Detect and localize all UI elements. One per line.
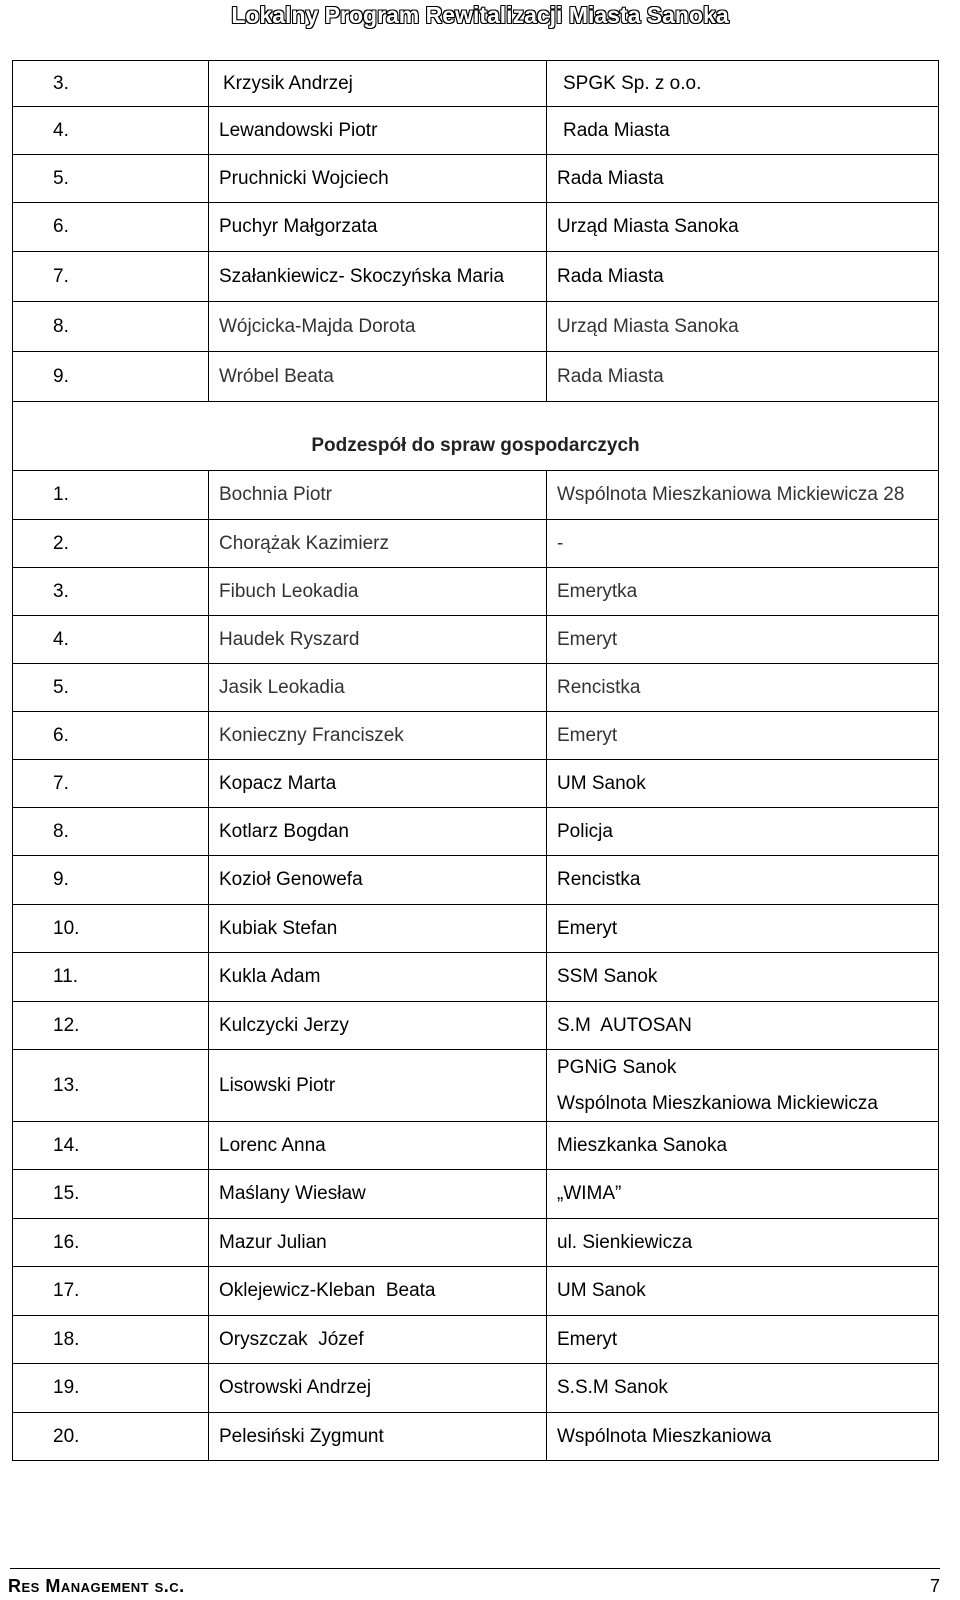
member-name: Mazur Julian xyxy=(209,1219,547,1267)
member-name: Lorenc Anna xyxy=(209,1122,547,1170)
table-row xyxy=(13,760,939,808)
member-organization xyxy=(547,1050,939,1122)
members-table xyxy=(12,60,939,1461)
member-name: Pruchnicki Wojciech xyxy=(209,155,547,203)
table-row xyxy=(13,107,939,155)
member-name: Kopacz Marta xyxy=(209,760,547,808)
member-name: Maślany Wiesław xyxy=(209,1170,547,1219)
member-organization: Rada Miasta xyxy=(547,252,939,302)
member-name: Kukla Adam xyxy=(209,953,547,1002)
table-row xyxy=(13,1122,939,1170)
member-organization: „WIMA” xyxy=(547,1170,939,1219)
row-number: 15. xyxy=(13,1170,209,1219)
table-row xyxy=(13,1364,939,1413)
member-name: Chorążak Kazimierz xyxy=(209,520,547,568)
row-number: 11. xyxy=(13,953,209,1002)
row-number: 3. xyxy=(13,568,209,616)
organization-line: Wspólnota Mieszkaniowa Mickiewicza xyxy=(557,1092,878,1114)
member-organization: SSM Sanok xyxy=(547,953,939,1002)
row-number: 6. xyxy=(13,203,209,252)
member-organization: ul. Sienkiewicza xyxy=(547,1219,939,1267)
row-number: 13. xyxy=(13,1050,209,1122)
member-organization: Rencistka xyxy=(547,856,939,905)
member-organization: Emeryt xyxy=(547,1316,939,1364)
table-row xyxy=(13,1267,939,1316)
member-name: Kozioł Genowefa xyxy=(209,856,547,905)
table-row xyxy=(13,1170,939,1219)
row-number: 7. xyxy=(13,760,209,808)
member-name: Oklejewicz-Kleban Beata xyxy=(209,1267,547,1316)
row-number: 19. xyxy=(13,1364,209,1413)
row-number: 1. xyxy=(13,471,209,520)
member-organization: SPGK Sp. z o.o. xyxy=(547,61,939,107)
table-row xyxy=(13,302,939,352)
footer-divider xyxy=(10,1568,940,1569)
section-row xyxy=(13,402,939,471)
row-number: 20. xyxy=(13,1413,209,1461)
row-number: 4. xyxy=(13,107,209,155)
member-organization: - xyxy=(547,520,939,568)
member-organization: Rencistka xyxy=(547,664,939,712)
member-name: Puchyr Małgorzata xyxy=(209,203,547,252)
table-row xyxy=(13,1002,939,1050)
table-row xyxy=(13,155,939,203)
row-number: 18. xyxy=(13,1316,209,1364)
member-organization: Wspólnota Mieszkaniowa Mickiewicza 28 xyxy=(547,471,939,520)
member-organization: S.S.M Sanok xyxy=(547,1364,939,1413)
row-number: 4. xyxy=(13,616,209,664)
member-organization: Urząd Miasta Sanoka xyxy=(547,203,939,252)
member-name: Szałankiewicz- Skoczyńska Maria xyxy=(209,252,547,302)
member-organization: Emeryt xyxy=(547,905,939,953)
member-name: Haudek Ryszard xyxy=(209,616,547,664)
organization-line: PGNiG Sanok xyxy=(557,1056,677,1078)
member-name: Krzysik Andrzej xyxy=(209,61,547,107)
table-row xyxy=(13,1316,939,1364)
member-organization: Emeryt xyxy=(547,712,939,760)
table-row xyxy=(13,616,939,664)
member-name: Ostrowski Andrzej xyxy=(209,1364,547,1413)
row-number: 5. xyxy=(13,664,209,712)
table-row xyxy=(13,471,939,520)
member-organization: Emerytka xyxy=(547,568,939,616)
page-number: 7 xyxy=(929,1576,940,1596)
row-number: 7. xyxy=(13,252,209,302)
row-number: 16. xyxy=(13,1219,209,1267)
table-row xyxy=(13,520,939,568)
table-row xyxy=(13,1413,939,1461)
table-row xyxy=(13,1050,939,1122)
table-row xyxy=(13,712,939,760)
page-header-title: Lokalny Program Rewitalizacji Miasta Sanoka xyxy=(231,2,729,28)
row-number: 5. xyxy=(13,155,209,203)
row-number: 2. xyxy=(13,520,209,568)
member-name: Jasik Leokadia xyxy=(209,664,547,712)
table-row xyxy=(13,1219,939,1267)
member-organization: UM Sanok xyxy=(547,1267,939,1316)
member-name: Wójcicka-Majda Dorota xyxy=(209,302,547,352)
table-row xyxy=(13,905,939,953)
member-name: Konieczny Franciszek xyxy=(209,712,547,760)
member-organization: Rada Miasta xyxy=(547,107,939,155)
member-organization: Wspólnota Mieszkaniowa xyxy=(547,1413,939,1461)
member-organization: Emeryt xyxy=(547,616,939,664)
member-organization: Urząd Miasta Sanoka xyxy=(547,302,939,352)
member-name: Kubiak Stefan xyxy=(209,905,547,953)
row-number: 8. xyxy=(13,302,209,352)
member-organization: Mieszkanka Sanoka xyxy=(547,1122,939,1170)
member-name: Lisowski Piotr xyxy=(209,1050,547,1122)
member-name: Bochnia Piotr xyxy=(209,471,547,520)
member-name: Kotlarz Bogdan xyxy=(209,808,547,856)
table-row xyxy=(13,664,939,712)
table-row xyxy=(13,252,939,302)
row-number: 12. xyxy=(13,1002,209,1050)
table-row xyxy=(13,352,939,402)
member-name: Kulczycki Jerzy xyxy=(209,1002,547,1050)
member-name: Lewandowski Piotr xyxy=(209,107,547,155)
member-name: Pelesiński Zygmunt xyxy=(209,1413,547,1461)
row-number: 6. xyxy=(13,712,209,760)
row-number: 8. xyxy=(13,808,209,856)
row-number: 9. xyxy=(13,856,209,905)
member-name: Oryszczak Józef xyxy=(209,1316,547,1364)
member-name: Fibuch Leokadia xyxy=(209,568,547,616)
row-number: 14. xyxy=(13,1122,209,1170)
member-organization: Policja xyxy=(547,808,939,856)
row-number: 17. xyxy=(13,1267,209,1316)
table-row xyxy=(13,953,939,1002)
footer-company: Res Management s.c. xyxy=(8,1576,185,1596)
member-organization: Rada Miasta xyxy=(547,155,939,203)
table-row xyxy=(13,856,939,905)
member-organization: Rada Miasta xyxy=(547,352,939,402)
table-row xyxy=(13,568,939,616)
member-name: Wróbel Beata xyxy=(209,352,547,402)
table-row xyxy=(13,61,939,107)
member-organization: S.M AUTOSAN xyxy=(547,1002,939,1050)
member-organization: UM Sanok xyxy=(547,760,939,808)
row-number: 10. xyxy=(13,905,209,953)
table-row xyxy=(13,808,939,856)
section-title: Podzespół do spraw gospodarczych xyxy=(13,402,939,471)
row-number: 3. xyxy=(13,61,209,107)
table-row xyxy=(13,203,939,252)
row-number: 9. xyxy=(13,352,209,402)
